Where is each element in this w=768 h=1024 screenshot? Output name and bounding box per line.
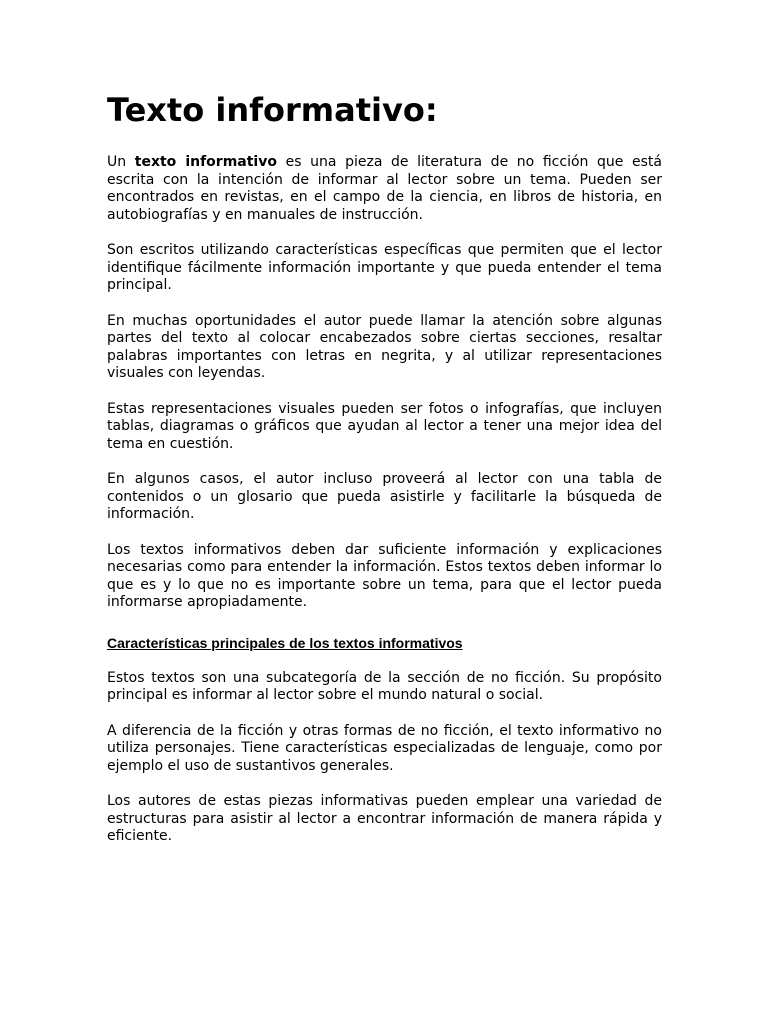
intro-prefix: Un [107, 154, 135, 170]
section-paragraph-2: A diferencia de la ficción y otras formas de no ficción, el texto informativo no utiliza personajes. Tiene características especializadas de lenguaje, como por ejemplo el uso de sustantivos generales. [107, 722, 662, 774]
section-heading: Características principales de los textos informativos [107, 634, 463, 651]
intro-paragraph [107, 154, 662, 224]
intro-suffix: es una pieza de literatura de no ficción que está escrita con la intención de informar al lector sobre un tema. Pueden ser encontrados en revistas, en el campo de la ciencia, en libros de historia, en autobiografías y en manuales de instrucción. [107, 154, 662, 223]
intro-bold-term: texto informativo [134, 154, 277, 170]
section-paragraph-1: Estos textos son una subcategoría de la sección de no ficción. Su propósito principal es informar al lector sobre el mundo natural o social. [107, 669, 662, 703]
paragraph-2: En muchas oportunidades el autor puede llamar la atención sobre algunas partes del texto al colocar encabezados sobre ciertas secciones, resaltar palabras importantes con letras en negrita, y al utilizar representaciones visuales con leyendas. [107, 312, 662, 381]
paragraph-3: Estas representaciones visuales pueden ser fotos o infografías, que incluyen tablas, diagramas o gráficos que ayudan al lector a tener una mejor idea del tema en cuestión. [107, 400, 662, 452]
document-page [107, 90, 662, 864]
paragraph-4: En algunos casos, el autor incluso proveerá al lector con una tabla de contenidos o un glosario que pueda asistirle y facilitarle la búsqueda de información. [107, 471, 662, 522]
section-paragraph-3: Los autores de estas piezas informativas pueden emplear una variedad de estructuras para asistir al lector a encontrar información de manera rápida y eficiente. [107, 793, 662, 844]
page-title: Texto informativo: [107, 91, 438, 129]
paragraph-5: Los textos informativos deben dar suficiente información y explicaciones necesarias como para entender la información. Estos textos deben informar lo que es y lo que no es importante sobre un tema, para que el lector pueda informarse apropiadamente. [107, 541, 662, 610]
paragraph-1: Son escritos utilizando características específicas que permiten que el lector identifique fácilmente información importante y que pueda entender el tema principal. [107, 242, 662, 293]
